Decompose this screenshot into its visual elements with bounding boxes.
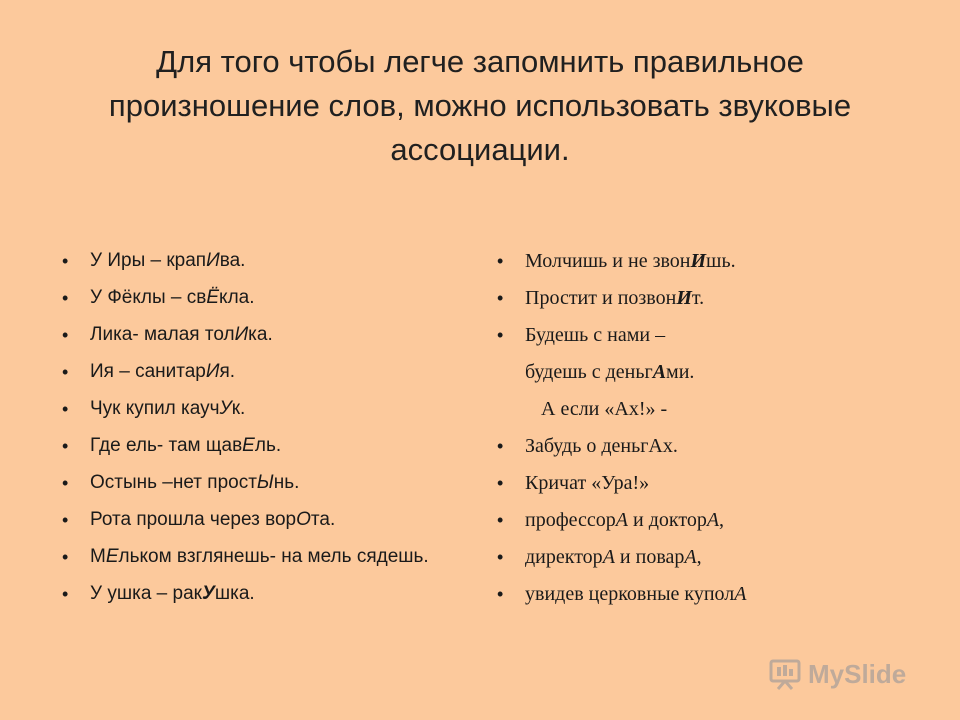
- stressed-letter: А: [615, 509, 629, 531]
- item-text: профессор: [525, 509, 616, 531]
- item-text: ка.: [248, 324, 273, 345]
- item-text: ,: [719, 509, 725, 531]
- item-text: Кричат «Ура!»: [525, 472, 650, 494]
- item-text: Лика- малая тол: [90, 324, 235, 345]
- item-text: ,: [696, 546, 702, 568]
- item-text: Чук купил кауч: [90, 398, 220, 419]
- stressed-letter: И: [690, 250, 707, 272]
- list-item: [62, 472, 462, 494]
- list-item: [62, 250, 462, 272]
- list-item: [497, 361, 927, 383]
- item-text: и доктор: [628, 509, 707, 531]
- list-item: [497, 287, 927, 309]
- stressed-letter: А: [684, 546, 697, 568]
- title-line-3: ассоциации.: [390, 132, 570, 167]
- stressed-letter: У: [201, 583, 215, 604]
- list-item: [497, 398, 927, 420]
- item-text: т.: [691, 287, 705, 309]
- list-item: [497, 435, 927, 457]
- list-item: [62, 324, 462, 346]
- item-text: М: [90, 546, 106, 567]
- item-text: будешь с деньг: [525, 361, 653, 383]
- item-text: директор: [525, 546, 603, 568]
- item-text: и повар: [614, 546, 685, 568]
- list-item: [497, 324, 927, 346]
- title-line-1: Для того чтобы легче запомнить правильное: [156, 44, 804, 79]
- item-text: кла.: [219, 287, 255, 308]
- stressed-letter: У: [219, 398, 232, 419]
- list-item: [62, 546, 462, 568]
- stressed-letter: А: [734, 583, 747, 605]
- item-text: Забудь о деньгАх.: [525, 435, 678, 457]
- item-text: Где ель- там щав: [90, 435, 243, 456]
- item-text: Молчишь и не звон: [525, 250, 691, 272]
- item-text: ль.: [254, 435, 282, 456]
- item-text: я.: [219, 361, 236, 382]
- item-text: ва.: [219, 250, 246, 271]
- item-text: ми.: [666, 361, 695, 383]
- item-text: У Фёклы – св: [90, 287, 207, 308]
- stressed-letter: О: [296, 509, 311, 530]
- item-text: У ушка – рак: [90, 583, 202, 604]
- title-line-2: произношение слов, можно использовать звуковые: [108, 88, 852, 123]
- stressed-letter: А: [706, 509, 720, 531]
- stressed-letter: И: [205, 361, 220, 382]
- stressed-letter: А: [652, 361, 667, 383]
- stressed-letter: Е: [242, 435, 255, 456]
- item-text: Остынь –нет прост: [90, 472, 257, 493]
- item-text: к.: [231, 398, 246, 419]
- slide-title: [40, 40, 920, 172]
- stressed-letter: А: [602, 546, 615, 568]
- item-text: Простит и позвон: [525, 287, 677, 309]
- list-item: [497, 472, 927, 494]
- list-item: [62, 287, 462, 309]
- watermark-text: MySlide: [808, 658, 907, 689]
- stressed-letter: И: [676, 287, 692, 309]
- list-item: [62, 509, 462, 531]
- item-text: льком взглянешь- на мель сядешь.: [118, 546, 429, 567]
- list-item: [497, 546, 927, 568]
- stressed-letter: Ы: [256, 472, 274, 493]
- watermark-logo: [768, 654, 906, 694]
- list-item: [62, 398, 462, 420]
- left-word-list: [62, 250, 462, 620]
- item-text: шка.: [214, 583, 255, 604]
- stressed-letter: Ё: [206, 287, 220, 308]
- item-text: А если «Ах!» -: [541, 398, 668, 420]
- list-item: [497, 583, 927, 605]
- list-item: [62, 435, 462, 457]
- list-item: [62, 361, 462, 383]
- item-text: увидев церковные купол: [525, 583, 735, 605]
- item-text: Будешь с нами –: [525, 324, 666, 346]
- item-text: У Иры – крап: [90, 250, 207, 271]
- item-text: Ия – санитар: [90, 361, 206, 382]
- stressed-letter: И: [234, 324, 249, 345]
- stressed-letter: Е: [105, 546, 119, 567]
- item-text: нь.: [273, 472, 300, 493]
- stressed-letter: И: [206, 250, 220, 271]
- presentation-icon: [768, 657, 802, 691]
- item-text: Рота прошла через вор: [90, 509, 297, 530]
- item-text: та.: [310, 509, 336, 530]
- list-item: [62, 583, 462, 605]
- item-text: шь.: [706, 250, 736, 272]
- list-item: [497, 250, 927, 272]
- list-item: [497, 509, 927, 531]
- right-word-list: [497, 250, 927, 620]
